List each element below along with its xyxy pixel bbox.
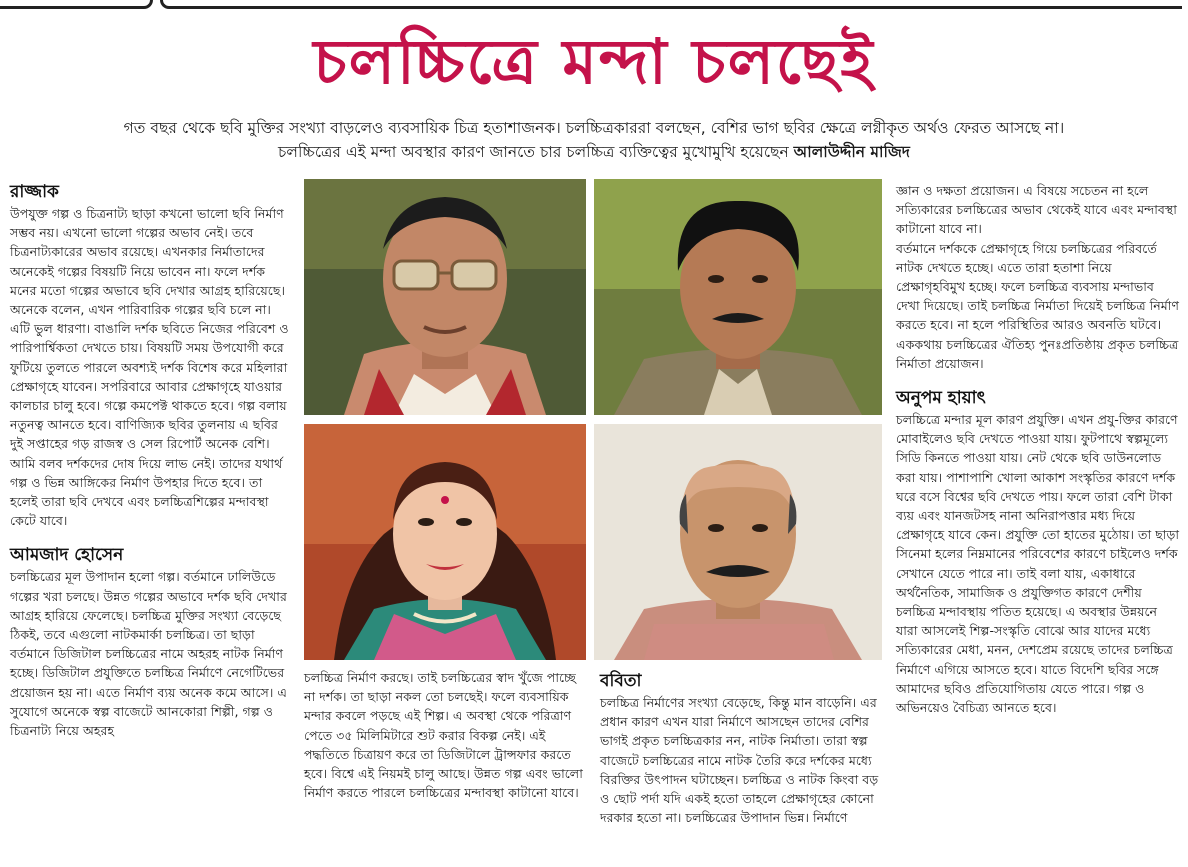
column-right bbox=[896, 181, 1180, 717]
top-frame-left bbox=[0, 0, 153, 9]
photo-babita bbox=[304, 424, 586, 660]
intro-text bbox=[0, 116, 1188, 164]
column-middle-continuation bbox=[304, 668, 586, 802]
section-heading-amjad: আমজাদ হোসেন bbox=[10, 545, 124, 566]
photo-anupam bbox=[594, 424, 882, 660]
photo-razzak bbox=[304, 179, 586, 415]
section-heading-babita: ববিতা bbox=[600, 671, 642, 691]
page-headline: চলচ্চিত্রে মন্দা চলছেই bbox=[313, 25, 875, 98]
intro-line-2 bbox=[0, 140, 1188, 164]
section-heading-anupam: অনুপম হায়াৎ bbox=[896, 388, 986, 409]
column-left bbox=[10, 181, 293, 740]
photo-amjad bbox=[594, 179, 882, 415]
section-body-babita-continued-2: বর্তমানে দর্শককে প্রেক্ষাগৃহে গিয়ে চলচ্চিত্রের পরিবর্তে নাটক দেখতে হচ্ছে। এতে তারা হতাশা নিয়ে প্রেক্ষাগৃহবিমুখ হচ্ছে। ফলে চলচ্চিত্র ব্যবসায় মন্দাভাব দেখা দিয়েছে। তাই চলচ্চিত্র নির্মাতা দিয়েই চলচ্চিত্র নির্মাণ করতে হবে। না হলে পরিস্থিতির আরও অবনতি ঘটবে। এককথায় চলচ্চিত্রের ঐতিহ্য পুনঃপ্রতিষ্ঠায় প্রকৃত চলচ্চিত্র নির্মাতা প্রয়োজন। bbox=[896, 240, 1179, 371]
author-byline: আলাউদ্দীন মাজিদ bbox=[793, 143, 910, 161]
intro-line-2-text: চলচ্চিত্রের এই মন্দা অবস্থার কারণ জানতে চার চলচ্চিত্র ব্যক্তিত্বের মুখোমুখি হয়েছেন bbox=[278, 143, 789, 161]
section-body-razzak: উপযুক্ত গল্প ও চিত্রনাট্য ছাড়া কখনো ভালো ছবি নির্মাণ সম্ভব নয়। এখনো ভালো গল্পের অভাব নেই। তবে চিত্রনাট্যকারের অভাব রয়েছে। এখনকার নির্মাতাদের অনেকেই গল্পের বিষয়টি নিয়ে ভাবেন না। ফলে দর্শক মনের মতো গল্পের অভাবে ছবি দেখার আগ্রহ হারিয়েছে। অনেকে বলেন, এখন পারিবারিক গল্পের ছবি চলে না। এটি ভুল ধারণা। বাঙালি দর্শক ছবিতে নিজের পরিবেশ ও পারিপার্শ্বিকতা দেখতে চায়। বিষয়টি সময় উপযোগী করে ফুটিয়ে তুলতে পারলে অবশ্যই দর্শক বিশেষ করে মহিলারা প্রেক্ষাগৃহে যাবেন। সপরিবারে আবার প্রেক্ষাগৃহে যাওয়ার কালচার চালু হবে। গল্পে কমপেক্ট থাকতে হবে। গল্প বলায় নতুনত্ব আনতে হবে। বাণিজ্যিক ছবির তুলনায় এ ছবির দুই সপ্তাহের গড় রাজস্ব ও সেল রিপোর্ট অনেক বেশি। আমি বলব দর্শকদের দোষ দিয়ে লাভ নেই। তাদের যথার্থ গল্প ও ভিন্ন আঙ্গিকের নির্মাণ উপহার দিতে হবে। তা হলেই তারা ছবি দেখবে এবং চলচ্চিত্রশিল্পের মন্দাবস্থা কেটে যাবে। bbox=[10, 206, 289, 529]
intro-line-1: গত বছর থেকে ছবি মুক্তির সংখ্যা বাড়লেও ব্যবসায়িক চিত্র হতাশাজনক। চলচ্চিত্রকাররা বলছেন, বেশির ভাগ ছবির ক্ষেত্রে লগ্নীকৃত অর্থও ফেরত আসছে না। bbox=[123, 119, 1065, 137]
section-body-babita-continued-1: জ্ঞান ও দক্ষতা প্রয়োজন। এ বিষয়ে সচেতন না হলে সত্যিকারের চলচ্চিত্রের অভাব থেকেই যাবে এবং মন্দাবস্থা কাটানো যাবে না। bbox=[896, 183, 1177, 237]
column-babita bbox=[600, 670, 882, 827]
section-body-babita: চলচ্চিত্র নির্মাণের সংখ্যা বেড়েছে, কিন্তু মান বাড়েনি। এর প্রধান কারণ এখন যারা নির্মাণে আসছেন তাদের বেশির ভাগই প্রকৃত চলচ্চিত্রকার নন, নাটক নির্মাতা। তারা স্বল্প বাজেটে চলচ্চিত্রের নামে নাটক তৈরি করে দর্শকের মধ্যে বিরক্তির উৎপাদন ঘটাচ্ছেন। চলচ্চিত্র ও নাটক কিংবা বড় ও ছোট পর্দা যদি একই হতো তাহলে প্রেক্ষাগৃহের কোনো দরকার হতো না। চলচ্চিত্রের উপাদান ভিন্ন। নির্মাণে bbox=[600, 695, 879, 826]
section-body-anupam: চলচ্চিত্রে মন্দার মূল কারণ প্রযুক্তি। এখন প্রযু-ক্তির কারণে মোবাইলেও ছবি দেখতে পাওয়া যায়। ফুটপাথে স্বল্পমূল্যে সিডি কিনতে পাওয়া যায়। নেট থেকে ছবি ডাউনলোড করা যায়। পাশাপাশি খোলা আকাশ সংস্কৃতির কারণে দর্শক ঘরে বসে বিশ্বের ছবি দেখতে পায়। ফলে তারা বেশি টাকা ব্যয় এবং যানজটসহ নানা অনিরাপত্তার মধ্য দিয়ে প্রেক্ষাগৃহে যাবে কেন। প্রযুক্তি তো হাতের মুঠোয়। তা ছাড়া সিনেমা হলের নিম্নমানের পরিবেশের কারণে চাইলেও দর্শক সেখানে যেতে পারে না। তাই বলা যায়, একাধারে অর্থনৈতিক, সামাজিক ও প্রযুক্তিগত কারণে দেশীয় চলচ্চিত্র মন্দাবস্থায় পতিত হয়েছে। এ অবস্থার উন্নয়নে যারা আসলেই শিল্প-সংস্কৃতি বোঝে আর যাদের মধ্যে সত্যিকারের মেধা, মনন, দেশপ্রেম রয়েছে তাদের চলচ্চিত্র নির্মাণে এগিয়ে আসতে হবে। যাতে বিদেশি ছবির সঙ্গে আমাদের ছবিও প্রতিযোগিতায় যেতে পারে। গল্প ও অভিনয়েও বৈচিত্র্য আনতে হবে। bbox=[896, 412, 1180, 716]
section-body-amjad-continued: চলচ্চিত্র নির্মাণ করছে। তাই চলচ্চিত্রের স্বাদ খুঁজে পাচ্ছে না দর্শক। তা ছাড়া নকল তো চলছেই। ফলে ব্যবসায়িক মন্দার কবলে পড়ছে এই শিল্প। এ অবস্থা থেকে পরিত্রাণ পেতে ৩৫ মিলিমিটারে শুট করার বিকল্প নেই। এই পদ্ধতিতে চিত্রায়ণ করে তা ডিজিটালে ট্রান্সফার করতে হবে। বিশ্বে এই নিয়মই চালু আছে। উন্নত গল্প এবং ভালো নির্মাণ করতে পারলে চলচ্চিত্রের মন্দাবস্থা কাটানো যাবে। bbox=[304, 670, 583, 801]
section-body-amjad: চলচ্চিত্রের মূল উপাদান হলো গল্প। বর্তমানে ঢালিউডে গল্পের খরা চলছে। উন্নত গল্পের অভাবে দর্শক ছবি দেখার আগ্রহ হারিয়ে ফেলেছে। চলচ্চিত্র মুক্তির সংখ্যা বেড়েছে ঠিকই, তবে এগুলো নাটকমার্কা চলচ্চিত্র। তা ছাড়া বর্তমানে ডিজিটাল চলচ্চিত্রের নামে অহরহ নাটক নির্মাণ হচ্ছে। ডিজিটাল প্রযুক্তিতে চলচ্চিত্র নির্মাণে নেগেটিভের প্রয়োজন হয় না। এতে নির্মাণ ব্যয় অনেক কমে আসে। এ সুযোগে অনেকে স্বল্প বাজেটে আনকোরা শিল্পী, গল্প ও চিত্রনাট্য নিয়ে অহরহ bbox=[10, 569, 287, 739]
top-frame-right bbox=[160, 0, 1182, 9]
section-heading-razzak: রাজ্জাক bbox=[10, 182, 59, 202]
